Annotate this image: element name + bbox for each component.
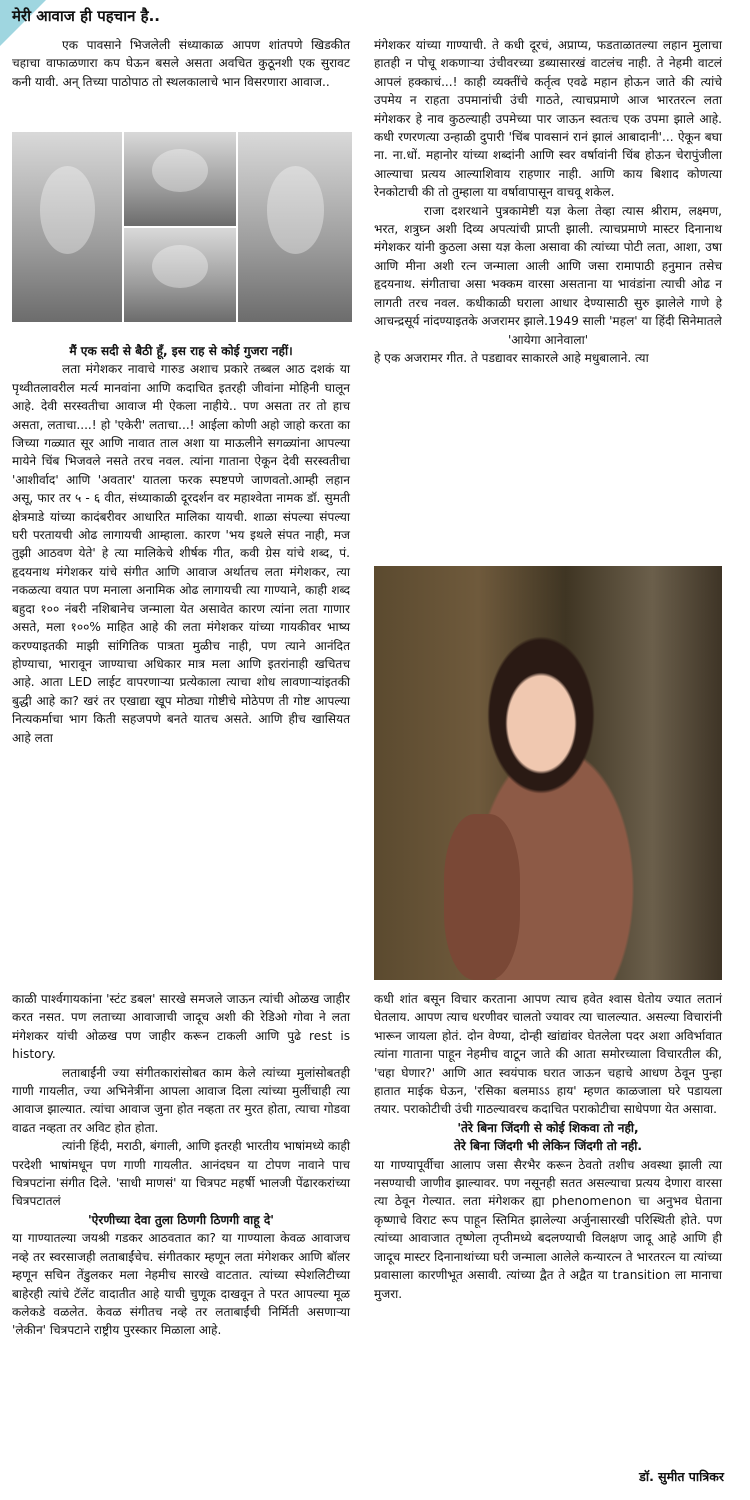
hindi-quote: मैं एक सदी से बैठी हूँ, इस राह से कोई गुजरा नहीं। <box>69 344 293 358</box>
col1-bottom-block <box>12 990 350 1340</box>
song-quote: 'ऐरणीच्या देवा तुला ठिणगी ठिणगी वाहू दे' <box>87 1212 274 1227</box>
song-title: 'आयेगा आनेवाला' <box>507 332 589 347</box>
portrait-photo-elder <box>238 132 352 322</box>
author-signature: डॉ. सुमीत पात्रिकर <box>639 1469 724 1484</box>
col2-bottom-paragraph-b: या गाण्यापूर्वीचा आलाप जसा सैरभैर करून ठेवतो तशीच अवस्था झाली त्या नसण्याची जाणीव झाल्यावर. पण नसूनही सतत असल्याचा प्रत्यय देणारा वारसा त्या ठेवून गेल्यात. लता मंगेशकर ह्या phenomenon चा अनुभव घेताना कृष्णाचे विराट रूप पाहून स्तिमित झालेल्या अर्जुनासारखी परिस्थिती होते. पण त्यांच्या आवाजात तृष्णेला तृप्तीमध्ये बदलण्याची विलक्षण जादू आहे आणि ही जादूच मास्टर दिनानाथांच्या घरी जन्माला आलेले कन्यारत्न ते भारतरत्न या त्यांच्या प्रवासाला कारणीभूत असावी. त्यांच्या द्वैत ते अद्वैत या transition ला मानाचा मुजरा. <box>374 1157 722 1301</box>
article-title: मेरी आवाज ही पहचान है.. <box>12 7 160 25</box>
col1-main-block <box>12 342 350 747</box>
bottom-paragraph-c: त्यांनी हिंदी, मराठी, बंगाली, आणि इतरही भारतीय भाषांमध्ये काही परदेशी भाषांमधून पण गाणी गायलीत. आनंदघन या टोपण नावाने पाच चित्रपटांना संगीत दिले. 'साधी माणसं' या चित्रपट महर्षी भालजी पेंढारकरांच्या चित्रपटातलं <box>12 1139 350 1209</box>
bottom-paragraph-d: या गाण्यातल्या जयश्री गडकर आठवतात का? या गाण्याला केवळ आवाजच नव्हे तर स्वरसाजही लताबाईंचेच. संगीतकार म्हणून लता मंगेशकर आणि बॉलर म्हणून सचिन तेंडुलकर मला नेहमीच सारखे वाटतात. त्यांच्या स्पेशलिटीच्या बाहेरही त्यांचे टॅलेंट वादातीत आहे याची चुणूक दाखवून ते परत आपल्या मूळ कलेकडे वळलेत. केवळ संगीतच नव्हे तर लताबाईंची निर्मिती असणाऱ्या 'लेकीन' चित्रपटाने राष्ट्रीय पुरस्कार मिळाला आहे. <box>12 1231 350 1338</box>
portrait-photo-smiling <box>124 132 236 226</box>
collage-middle <box>124 132 236 322</box>
col2-bottom-block <box>374 990 722 1303</box>
main-paragraph: लता मंगेशकर नावाचे गारुड अशाच प्रकारे तब्बल आठ दशकं या पृथ्वीतलावरील मर्त्य मानवांना आणि कदाचित इतरही जीवांना मोहिनी घालून आहे. देवी सरस्वतीचा आवाज मी ऐकला नाहीये.. पण असता तर तो हाच असता, लताचा....! हो 'एकेरी' लताचा...! आईला कोणी अहो जाहो करता का जिच्या गळ्यात सूर आणि नावात ताल अशा या माऊलीने सगळ्यांना आपल्या मायेने चिंब भिजवले नसते तरच नवल. त्यांना गाताना ऐकून देवी सरस्वतीचा 'आशीर्वाद' आणि 'अवतार' यातला फरक स्पष्टपणे जाणवतो.आम्ही लहान असू, फार तर ५ - ६ वीत, संध्याकाळी दूरदर्शन वर महाश्वेता नामक डॉ. सुमती क्षेत्रमाडे यांच्या कादंबरीवर आधारित मालिका यायची. शाळा संपल्या संपल्या घरी परतायची ओढ लागायची आम्हाला. कारण 'भय इथले संपत नाही, मज तुझी आठवण येते' हे त्या मालिकेचे शीर्षक गीत, कवी ग्रेस यांचे शब्द, पं. हृदयनाथ मंगेशकर यांचे संगीत आणि आवाज अर्थातच लता मंगेशकर, त्या नकळत्या वयात पण मनाला अनामिक ओढ लागायची त्या गाण्याने, काही शब्द बहुदा १०० नंबरी नशिबानेच जन्माला येत असावेत कारण त्यांना लता गाणार असते, मला १००% माहित आहे की लता मंगेशकर यांच्या गायकीवर भाष्य करण्याइतकी माझी सांगितिक पात्रता मुळीच नाही, पण त्याने आनंदित होण्याचा, भारावून जाण्याचा अधिकार मात्र मला आणि इतरांनाही खचितच आहे. आता LED लाईट वापरणाऱ्या प्रत्येकाला त्याचा शोध लावणाऱ्यांइतकी बुद्धी आहे का? खरं तर एखाद्या खूप मोठ्या गोष्टीचे मोठेपण ती गोष्ट आपल्या नित्यकर्माचा भाग किती सहजपणे बनते यातच असते. आणि हीच खासियत आहे लता <box>12 362 350 745</box>
photo-collage <box>12 132 350 322</box>
intro-paragraph: एक पावसाने भिजलेली संध्याकाळ आपण शांतपणे खिडकीत चहाचा वाफाळणारा कप घेऊन बसले असता अवचित कुठूनशी एक सुरावट कनी यावी. अन् तिच्या पाठोपाठ तो स्थलकालाचे भान विसरणारा आवाज.. <box>12 38 350 89</box>
col2-top-block <box>374 36 722 367</box>
col2-after-song: हे एक अजरामर गीत. ते पडद्यावर साकारले आहे मधुबालाने. त्या <box>374 350 649 365</box>
quote-line-1: 'तेरे बिना जिंदगी से कोई शिकवा तो नही, <box>457 1120 639 1135</box>
bottom-paragraph-a: काळी पार्श्वगायकांना 'स्टंट डबल' सारखे समजले जाऊन त्यांची ओळख जाहीर करत नसत. पण लताच्या आवाजाची जादूच अशी की रेडिओ गोवा ने लता मंगेशकर यांची ओळख पण जाहीर करून टाकली आणि पुढे rest is history. <box>12 992 350 1062</box>
col1-intro-block <box>12 36 350 91</box>
film-still-photo <box>374 566 722 980</box>
portrait-photo-microphone <box>124 228 236 322</box>
quote-line-2: तेरे बिना जिंदगी भी लेकिन जिंदगी तो नही. <box>454 1139 642 1154</box>
col2-paragraph-raja: राजा दशरथाने पुत्रकामेष्टी यज्ञ केला तेव्हा त्यास श्रीराम, लक्ष्मण, भरत, शत्रुघ्न अशी दिव्य अपत्यांची प्राप्ती झाली. त्याचप्रमाणे मास्टर दिनानाथ मंगेशकर यांनी कुठला असा यज्ञ केला असावा की त्यांच्या पोटी लता, आशा, उषा आणि मीना अशी रत्न जन्माला आली आणि जसा रामापाठी हनुमान तसेच हृदयनाथ. संगीताचा असा भक्कम वारसा असताना या भावंडांना त्याची ओढ न लागती तरच नवल. कधीकाळी घराला आधार देण्यासाठी सुरु झालेले गाणे हे आचन्द्रसूर्य नांदण्याइतके अजरामर झाले.1949 साली 'महल' या हिंदी सिनेमातले <box>374 203 722 329</box>
col2-bottom-paragraph-a: कधी शांत बसून विचार करताना आपण त्याच हवेत श्वास घेतोय ज्यात लतानं घेतलाय. आपण त्याच धरणीवर चालतो ज्यावर त्या चालल्यात. असल्या विचारांनी भारून जायला होतं. दोन वेण्या, दोन्ही खांद्यांवर घेतलेला पदर अशा अविर्भावात त्यांना गाताना पाहून नेहमीच वाटून जाते की आता समोरच्याला विचारतील की, 'चहा घेणार?' आणि आत स्वयंपाक घरात जाऊन चहाचे आधण ठेवून पुन्हा हातात माईक घेऊन, 'रसिका बलमाऽऽ हाय' म्हणत काळजाला घरे पडायला तयार. पराकोटीची उंची गाठल्यावरच कदाचित पराकोटीचा साधेपणा येत असावा. <box>374 992 722 1117</box>
portrait-photo-young <box>12 132 122 322</box>
col2-paragraph-1: मंगेशकर यांच्या गाण्याची. ते कधी दूरचं, अप्राप्य, फडताळातल्या लहान मुलाचा हातही न पोचू शकणाऱ्या उंचीवरच्या डब्यासारखं वाटलंच नाही. ते नेहमी वाटलं आपलं हक्काचं...! काही व्यक्तींचे कर्तृत्व एवढे महान होऊन जाते की त्यांचे उपमेय न राहता उपमानांची उंची गाठते, त्याचप्रमाणे आज भारतरत्न लता मंगेशकर हे नाव कुठल्याही उपमेच्या पार जाऊन स्वतःच एक उपमा झाले आहे. कधी रणरणत्या उन्हाळी दुपारी 'चिंब पावसानं रानं झालं आबादानी'... ऐकून बघा ना. ना.धों. महानोर यांच्या शब्दांनी आणि स्वर वर्षावांनी चिंब होऊन चेरापुंजीला आल्याचा प्रत्यय आल्याशिवाय राहणार नाही. आणि काय बिशाद कोणत्या रेनकोटाची की तो तुम्हाला या वर्षावापासून वाचवू शकेल. <box>374 38 722 200</box>
bottom-paragraph-b: लताबाईंनी ज्या संगीतकारांसोबत काम केले त्यांच्या मुलांसोबतही गाणी गायलीत, ज्या अभिनेत्रींना आपला आवाज दिला त्यांच्या मुलींचाही त्या आवाज झाल्यात. त्यांचा आवाज जुना होत नव्हता तर मुरत होता, त्याचा गोडवा वाढत नव्हता तर अविट होत होता. <box>12 1065 350 1135</box>
